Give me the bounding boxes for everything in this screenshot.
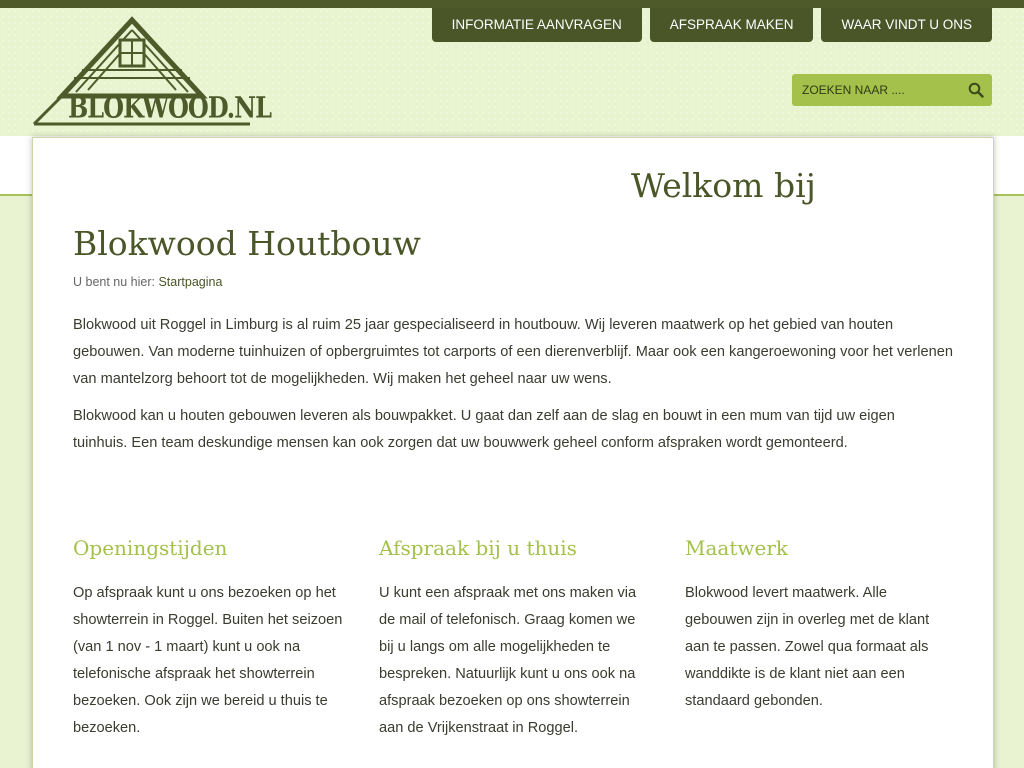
page-title: Blokwood Houtbouw <box>73 224 421 263</box>
column-heading: Afspraak bij u thuis <box>379 536 577 560</box>
search-box <box>792 74 992 106</box>
column-maatwerk <box>685 536 955 715</box>
top-strip <box>0 0 1024 8</box>
column-text: Blokwood levert maatwerk. Alle gebouwen zijn in overleg met de klant aan te passen. Zowel qua formaat als wanddikte is de klant niet aan een standaard gebonden. <box>685 585 930 709</box>
nav-informatie-aanvragen[interactable]: INFORMATIE AANVRAGEN <box>432 8 642 42</box>
main-content <box>32 137 994 768</box>
logo-text: BLOKWOOD.NL <box>68 90 271 125</box>
column-afspraak <box>379 536 649 742</box>
breadcrumb-link-startpagina[interactable]: Startpagina <box>158 275 223 289</box>
column-heading: Maatwerk <box>685 536 788 560</box>
breadcrumb-prefix: U bent nu hier: <box>73 275 159 289</box>
search-input[interactable] <box>792 74 960 106</box>
search-icon[interactable] <box>968 82 984 98</box>
column-openingstijden <box>73 536 343 742</box>
welcome-heading: Welkom bij <box>631 166 816 205</box>
breadcrumb <box>73 275 222 289</box>
nav-waar-vindt-u-ons[interactable]: WAAR VINDT U ONS <box>821 8 992 42</box>
column-text: U kunt een afspraak met ons maken via de mail of telefonisch. Graag komen we bij u langs om alle mogelijkheden te bespreken. Natuurlijk kunt u ons ook na afspraak bezoeken op ons showterrein aan de Vrijkenstraat in Roggel. <box>379 585 637 736</box>
intro-paragraph: Blokwood kan u houten gebouwen leveren als bouwpakket. U gaat dan zelf aan de slag en bouwt in een mum van tijd uw eigen tuinhuis. Een team deskundige mensen kan ook zorgen dat uw bouwwerk geheel conform afspraken wordt gemonteerd. <box>73 408 895 451</box>
intro-text <box>73 312 953 467</box>
column-text: Op afspraak kunt u ons bezoeken op het showterrein in Roggel. Buiten het seizoen (van 1 nov - 1 maart) kunt u ook na telefonische afspraak het showterrein bezoeken. Ook zijn we bereid u thuis te bezoeken. <box>73 585 343 736</box>
intro-paragraph: Blokwood uit Roggel in Limburg is al ruim 25 jaar gespecialiseerd in houtbouw. Wij leveren maatwerk op het gebied van houten gebouwen. Van moderne tuinhuizen of opbergruimtes tot carports of een dierenverblijf. Maar ook een kangeroewoning voor het verlenen van mantelzorg behoort tot de mogelijkheden. Wij maken het geheel naar uw wens. <box>73 317 953 387</box>
top-navigation <box>432 8 992 42</box>
column-heading: Openingstijden <box>73 536 228 560</box>
site-logo[interactable] <box>32 16 271 128</box>
nav-afspraak-maken[interactable]: AFSPRAAK MAKEN <box>650 8 814 42</box>
